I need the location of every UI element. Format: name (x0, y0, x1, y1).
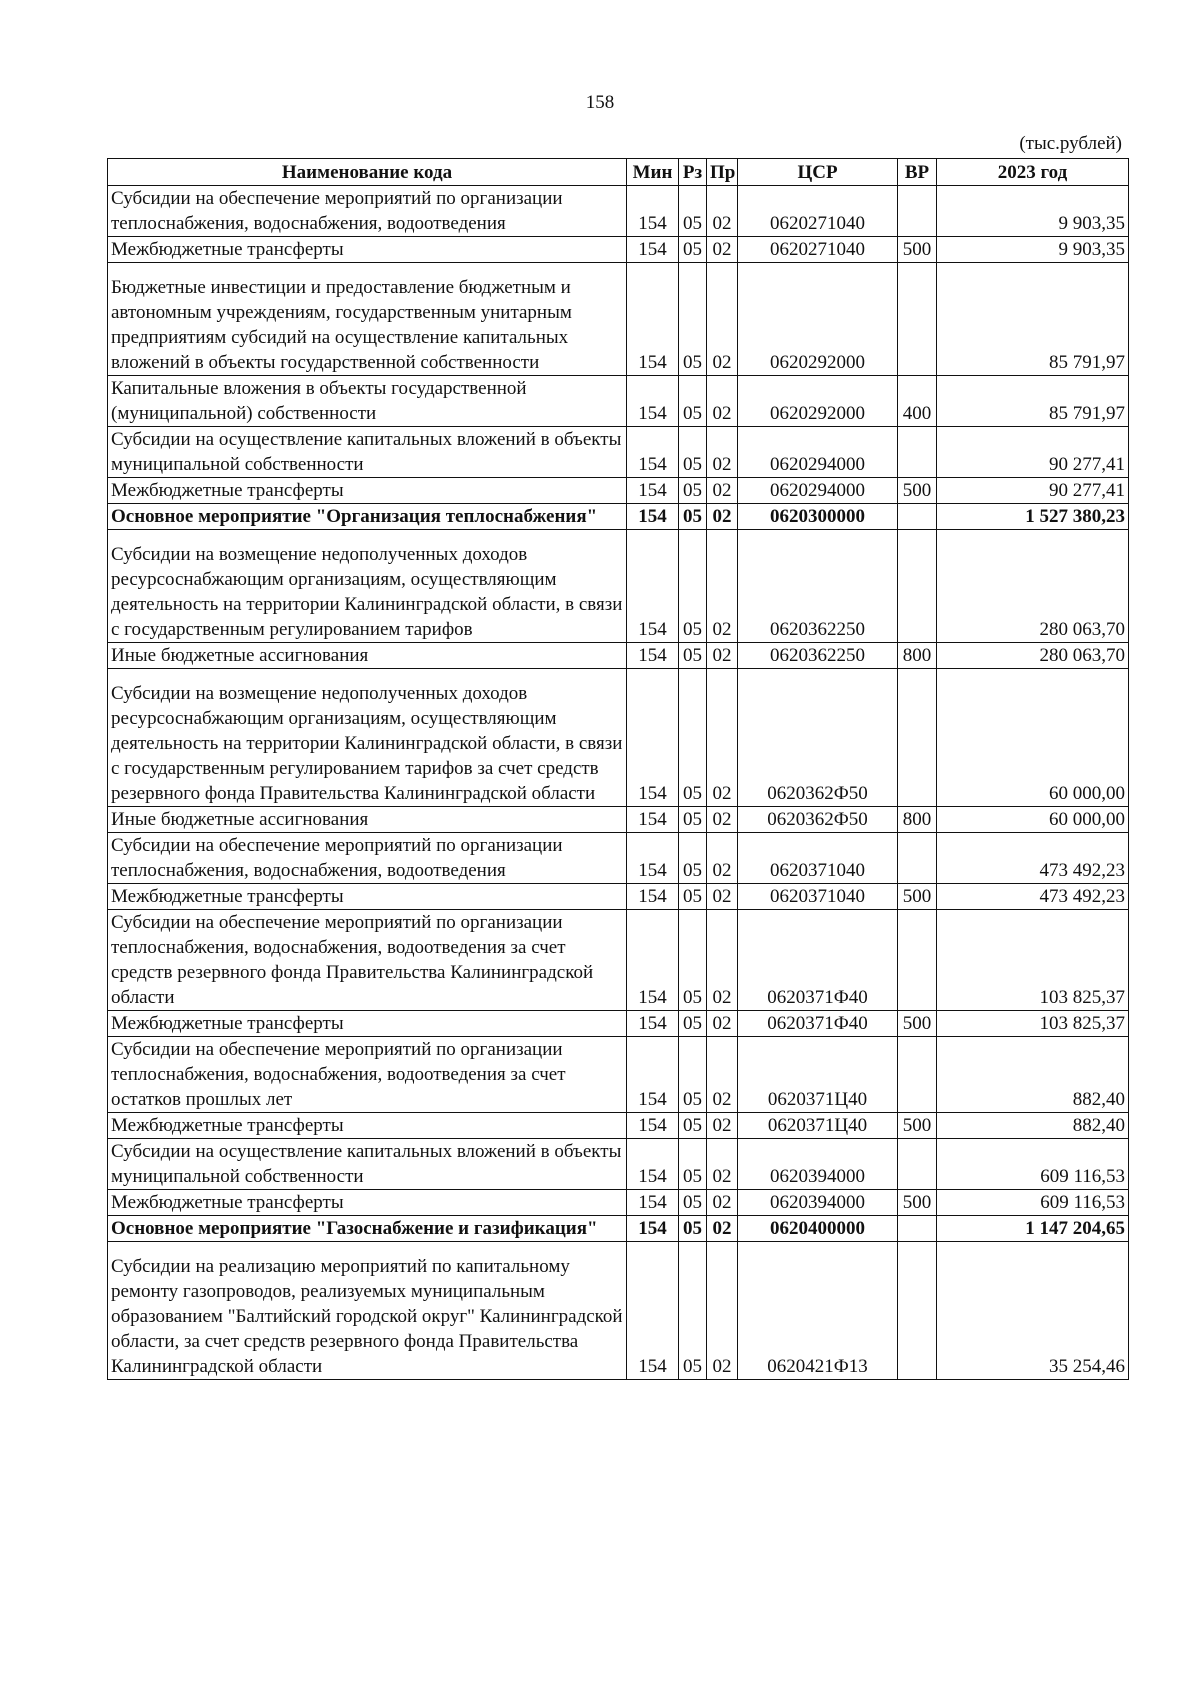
cell-min: 154 (627, 1242, 679, 1380)
cell-amount: 473 492,23 (937, 833, 1129, 884)
units-label: (тыс.рублей) (1019, 133, 1122, 154)
cell-csr: 0620271040 (738, 237, 898, 263)
cell-pr: 02 (707, 1139, 738, 1190)
cell-amount: 103 825,37 (937, 1011, 1129, 1037)
table-row (108, 504, 1129, 530)
cell-pr: 02 (707, 1037, 738, 1113)
table-row (108, 1139, 1129, 1190)
cell-amount: 609 116,53 (937, 1190, 1129, 1216)
cell-name: Бюджетные инвестиции и предоставление бюджетным и автономным учреждениям, государственным унитарным предприятиям субсидий на осуществление капитальных вложений в объекты государственной собственности (108, 263, 627, 376)
table-row (108, 1216, 1129, 1242)
cell-name: Межбюджетные трансферты (108, 237, 627, 263)
cell-name: Субсидии на обеспечение мероприятий по организации теплоснабжения, водоснабжения, водоотведения (108, 186, 627, 237)
header-min: Мин (627, 159, 679, 186)
cell-vr: 400 (898, 376, 937, 427)
cell-min: 154 (627, 1037, 679, 1113)
cell-name: Межбюджетные трансферты (108, 1190, 627, 1216)
cell-pr: 02 (707, 833, 738, 884)
cell-name: Субсидии на осуществление капитальных вложений в объекты муниципальной собственности (108, 1139, 627, 1190)
cell-vr (898, 263, 937, 376)
cell-pr: 02 (707, 186, 738, 237)
cell-vr: 500 (898, 478, 937, 504)
cell-name: Субсидии на обеспечение мероприятий по организации теплоснабжения, водоснабжения, водоотведения за счет остатков прошлых лет (108, 1037, 627, 1113)
table-row (108, 884, 1129, 910)
cell-rz: 05 (679, 910, 707, 1011)
cell-min: 154 (627, 643, 679, 669)
cell-vr (898, 1242, 937, 1380)
header-name: Наименование кода (108, 159, 627, 186)
cell-name: Капитальные вложения в объекты государственной (муниципальной) собственности (108, 376, 627, 427)
cell-name: Межбюджетные трансферты (108, 478, 627, 504)
cell-csr: 0620362Ф50 (738, 669, 898, 807)
table-row (108, 1242, 1129, 1380)
cell-rz: 05 (679, 1037, 707, 1113)
table-row (108, 1011, 1129, 1037)
cell-rz: 05 (679, 833, 707, 884)
cell-vr (898, 1037, 937, 1113)
cell-vr: 500 (898, 237, 937, 263)
cell-rz: 05 (679, 1242, 707, 1380)
cell-name: Основное мероприятие "Организация теплоснабжения" (108, 504, 627, 530)
cell-amount: 90 277,41 (937, 427, 1129, 478)
cell-vr (898, 833, 937, 884)
cell-pr: 02 (707, 237, 738, 263)
cell-csr: 0620362Ф50 (738, 807, 898, 833)
cell-vr (898, 427, 937, 478)
cell-min: 154 (627, 910, 679, 1011)
cell-amount: 60 000,00 (937, 807, 1129, 833)
table-row (108, 263, 1129, 376)
cell-pr: 02 (707, 1190, 738, 1216)
cell-min: 154 (627, 186, 679, 237)
cell-amount: 609 116,53 (937, 1139, 1129, 1190)
cell-csr: 0620421Ф13 (738, 1242, 898, 1380)
cell-rz: 05 (679, 427, 707, 478)
cell-csr: 0620300000 (738, 504, 898, 530)
cell-vr (898, 530, 937, 643)
cell-name: Межбюджетные трансферты (108, 1011, 627, 1037)
cell-min: 154 (627, 237, 679, 263)
cell-vr (898, 504, 937, 530)
cell-rz: 05 (679, 1113, 707, 1139)
cell-vr: 800 (898, 643, 937, 669)
cell-amount: 85 791,97 (937, 376, 1129, 427)
cell-name: Субсидии на осуществление капитальных вложений в объекты муниципальной собственности (108, 427, 627, 478)
cell-rz: 05 (679, 1216, 707, 1242)
cell-csr: 0620362250 (738, 530, 898, 643)
cell-min: 154 (627, 1113, 679, 1139)
cell-min: 154 (627, 504, 679, 530)
cell-vr: 500 (898, 1190, 937, 1216)
cell-amount: 35 254,46 (937, 1242, 1129, 1380)
cell-vr: 500 (898, 1113, 937, 1139)
cell-min: 154 (627, 530, 679, 643)
cell-amount: 9 903,35 (937, 186, 1129, 237)
cell-pr: 02 (707, 1242, 738, 1380)
cell-csr: 0620362250 (738, 643, 898, 669)
cell-amount: 1 527 380,23 (937, 504, 1129, 530)
cell-min: 154 (627, 669, 679, 807)
cell-name: Субсидии на реализацию мероприятий по капитальному ремонту газопроводов, реализуемых муниципальным образованием "Балтийский городской округ" Калининградской области, за счет средств резервного фонда Правительства Калининградской области (108, 1242, 627, 1380)
cell-rz: 05 (679, 1011, 707, 1037)
header-pr: Пр (707, 159, 738, 186)
table-body (108, 186, 1129, 1380)
table-row (108, 427, 1129, 478)
cell-amount: 9 903,35 (937, 237, 1129, 263)
header-csr: ЦСР (738, 159, 898, 186)
cell-min: 154 (627, 478, 679, 504)
cell-min: 154 (627, 1216, 679, 1242)
cell-csr: 0620294000 (738, 478, 898, 504)
cell-amount: 103 825,37 (937, 910, 1129, 1011)
cell-rz: 05 (679, 530, 707, 643)
cell-amount: 60 000,00 (937, 669, 1129, 807)
header-rz: Рз (679, 159, 707, 186)
table-row (108, 186, 1129, 237)
cell-vr (898, 910, 937, 1011)
page-number: 158 (585, 92, 615, 113)
cell-pr: 02 (707, 1113, 738, 1139)
cell-csr: 0620292000 (738, 263, 898, 376)
cell-csr: 0620371Ф40 (738, 1011, 898, 1037)
table-row (108, 643, 1129, 669)
cell-rz: 05 (679, 237, 707, 263)
cell-pr: 02 (707, 643, 738, 669)
cell-pr: 02 (707, 669, 738, 807)
table-row (108, 833, 1129, 884)
cell-pr: 02 (707, 910, 738, 1011)
cell-pr: 02 (707, 1011, 738, 1037)
cell-pr: 02 (707, 884, 738, 910)
cell-name: Субсидии на возмещение недополученных доходов ресурсоснабжающим организациям, осуществляющим деятельность на территории Калининградской области, в связи с государственным регулированием тарифов (108, 530, 627, 643)
cell-pr: 02 (707, 376, 738, 427)
cell-vr: 500 (898, 884, 937, 910)
cell-rz: 05 (679, 376, 707, 427)
cell-name: Межбюджетные трансферты (108, 1113, 627, 1139)
cell-amount: 473 492,23 (937, 884, 1129, 910)
cell-min: 154 (627, 833, 679, 884)
table-row (108, 1113, 1129, 1139)
cell-amount: 1 147 204,65 (937, 1216, 1129, 1242)
table-row (108, 237, 1129, 263)
cell-amount: 882,40 (937, 1037, 1129, 1113)
cell-csr: 0620400000 (738, 1216, 898, 1242)
table-row (108, 1190, 1129, 1216)
cell-rz: 05 (679, 643, 707, 669)
cell-csr: 0620394000 (738, 1139, 898, 1190)
cell-vr (898, 186, 937, 237)
header-vr: ВР (898, 159, 937, 186)
cell-rz: 05 (679, 263, 707, 376)
table-row (108, 1037, 1129, 1113)
cell-csr: 0620371Ц40 (738, 1037, 898, 1113)
cell-csr: 0620394000 (738, 1190, 898, 1216)
cell-amount: 280 063,70 (937, 643, 1129, 669)
cell-pr: 02 (707, 530, 738, 643)
table-row (108, 478, 1129, 504)
cell-pr: 02 (707, 427, 738, 478)
cell-name: Иные бюджетные ассигнования (108, 807, 627, 833)
cell-rz: 05 (679, 186, 707, 237)
table-row (108, 669, 1129, 807)
cell-min: 154 (627, 884, 679, 910)
cell-vr (898, 1139, 937, 1190)
cell-vr: 500 (898, 1011, 937, 1037)
cell-min: 154 (627, 263, 679, 376)
cell-pr: 02 (707, 504, 738, 530)
cell-rz: 05 (679, 884, 707, 910)
cell-rz: 05 (679, 478, 707, 504)
cell-name: Субсидии на возмещение недополученных доходов ресурсоснабжающим организациям, осуществляющим деятельность на территории Калининградской области, в связи с государственным регулированием тарифов за счет средств резервного фонда Правительства Калининградской области (108, 669, 627, 807)
cell-pr: 02 (707, 1216, 738, 1242)
cell-rz: 05 (679, 1139, 707, 1190)
table-row (108, 376, 1129, 427)
cell-vr (898, 669, 937, 807)
table-row (108, 530, 1129, 643)
table-row (108, 910, 1129, 1011)
cell-name: Основное мероприятие "Газоснабжение и газификация" (108, 1216, 627, 1242)
cell-rz: 05 (679, 1190, 707, 1216)
cell-amount: 90 277,41 (937, 478, 1129, 504)
budget-table (107, 158, 1129, 1380)
cell-pr: 02 (707, 478, 738, 504)
cell-vr (898, 1216, 937, 1242)
cell-min: 154 (627, 427, 679, 478)
cell-csr: 0620294000 (738, 427, 898, 478)
cell-pr: 02 (707, 807, 738, 833)
cell-min: 154 (627, 1011, 679, 1037)
cell-amount: 882,40 (937, 1113, 1129, 1139)
cell-name: Субсидии на обеспечение мероприятий по организации теплоснабжения, водоснабжения, водоотведения за счет средств резервного фонда Правительства Калининградской области (108, 910, 627, 1011)
cell-csr: 0620371Ф40 (738, 910, 898, 1011)
cell-rz: 05 (679, 807, 707, 833)
cell-name: Межбюджетные трансферты (108, 884, 627, 910)
cell-pr: 02 (707, 263, 738, 376)
cell-csr: 0620371040 (738, 884, 898, 910)
cell-csr: 0620292000 (738, 376, 898, 427)
cell-csr: 0620271040 (738, 186, 898, 237)
cell-rz: 05 (679, 504, 707, 530)
table-row (108, 807, 1129, 833)
cell-min: 154 (627, 1190, 679, 1216)
cell-name: Иные бюджетные ассигнования (108, 643, 627, 669)
cell-min: 154 (627, 1139, 679, 1190)
cell-csr: 0620371040 (738, 833, 898, 884)
cell-amount: 85 791,97 (937, 263, 1129, 376)
cell-rz: 05 (679, 669, 707, 807)
cell-vr: 800 (898, 807, 937, 833)
cell-amount: 280 063,70 (937, 530, 1129, 643)
cell-name: Субсидии на обеспечение мероприятий по организации теплоснабжения, водоснабжения, водоотведения (108, 833, 627, 884)
cell-min: 154 (627, 807, 679, 833)
cell-csr: 0620371Ц40 (738, 1113, 898, 1139)
cell-min: 154 (627, 376, 679, 427)
table-header (108, 159, 1129, 186)
header-year: 2023 год (937, 159, 1129, 186)
